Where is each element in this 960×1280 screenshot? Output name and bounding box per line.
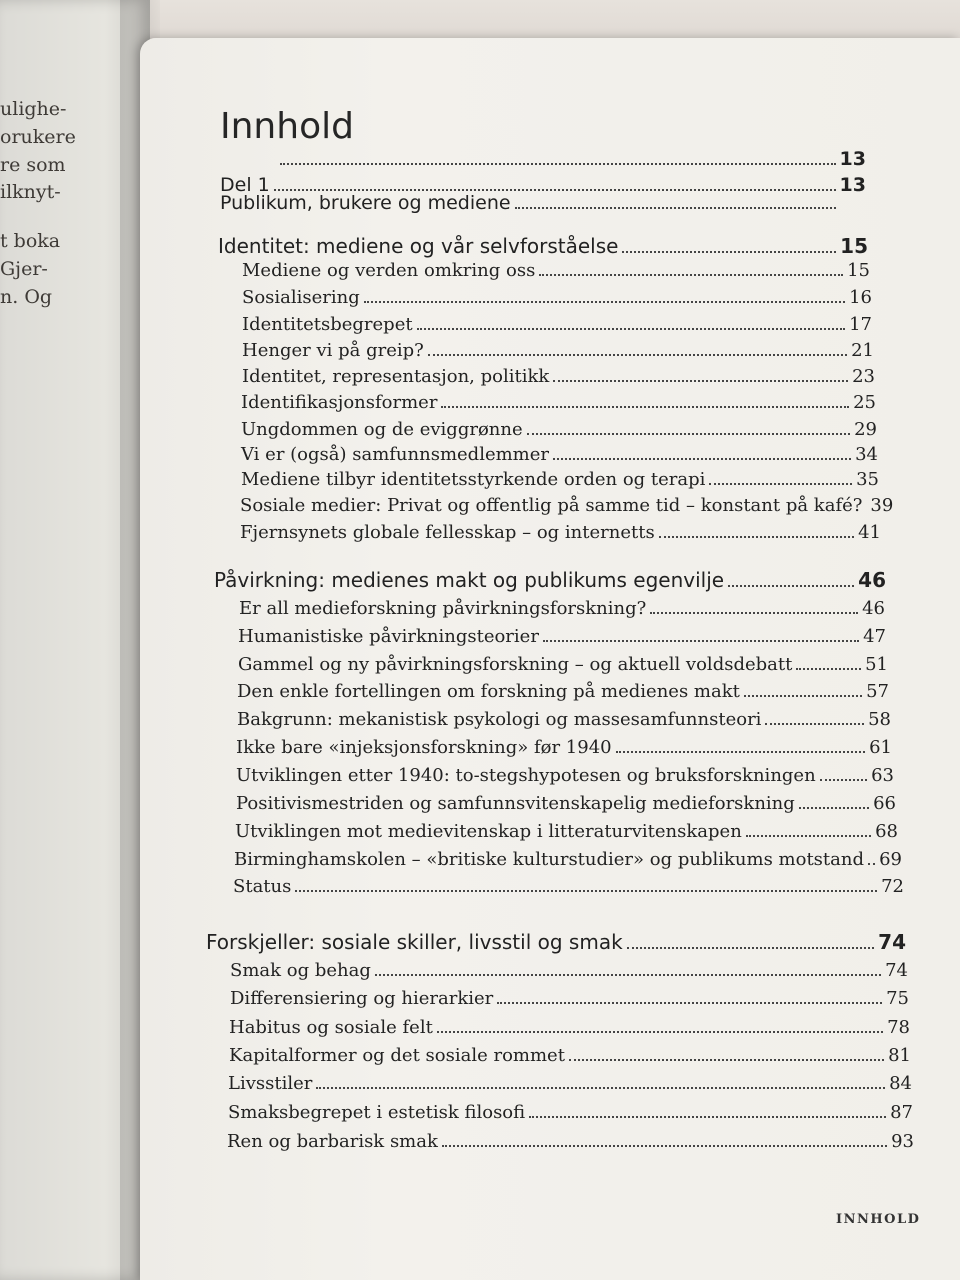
section-title: Sosiale medier: Privat og offentlig på samme tid – konstant på kafé?: [240, 495, 863, 516]
section-title: Mediene tilbyr identitetsstyrkende orden og terapi: [241, 469, 706, 490]
page-number: 13: [839, 148, 866, 170]
section-title: Ikke bare «injeksjonsforskning» før 1940: [236, 737, 612, 758]
toc-section: [227, 1131, 914, 1152]
section-title: Bakgrunn: mekanistisk psykologi og massesamfunnsteori: [237, 709, 762, 730]
toc-section: [230, 960, 908, 981]
section-title: Mediene og verden omkring oss: [242, 260, 536, 281]
toc-chapter: [214, 568, 886, 592]
dot-leader: [820, 778, 867, 781]
dot-leader: [437, 1030, 883, 1033]
dot-leader: [428, 353, 847, 356]
toc-section: [238, 654, 888, 675]
section-title: Habitus og sosiale felt: [229, 1017, 433, 1038]
section-title: Fjernsynets globale fellesskap – og internetts: [240, 522, 655, 543]
chapter-title: Påvirkning: medienes makt og publikums egenvilje: [214, 568, 725, 592]
page-number: 63: [871, 765, 894, 786]
page-number: 39: [870, 495, 894, 516]
section-title: Humanistiske påvirkningsteorier: [238, 626, 539, 647]
toc-chapter: [218, 234, 868, 258]
section-title: Utviklingen etter 1940: to-stegshypotesen og bruksforskningen: [236, 765, 816, 786]
dot-leader: [497, 1001, 882, 1004]
dot-leader: [616, 750, 865, 753]
dot-leader: [515, 206, 836, 209]
dot-leader: [274, 188, 836, 191]
dot-leader: [539, 273, 843, 276]
toc-section: [230, 988, 909, 1009]
dot-leader: [728, 584, 854, 587]
toc-section: [234, 849, 902, 870]
toc-section: [241, 419, 877, 440]
dot-leader: [650, 611, 858, 614]
dot-leader: [529, 1115, 886, 1118]
page-number: 84: [889, 1073, 912, 1094]
dot-leader: [569, 1058, 884, 1061]
dot-leader: [622, 250, 836, 253]
dot-leader: [746, 834, 871, 837]
section-title: Differensiering og hierarkier: [230, 988, 494, 1009]
page-number: 34: [855, 444, 878, 465]
dot-leader: [765, 722, 864, 725]
dot-leader: [441, 405, 849, 408]
toc-section: [236, 737, 892, 758]
toc-section: [242, 366, 875, 387]
page-number: 35: [856, 469, 879, 490]
toc-section: [229, 1017, 910, 1038]
page-number: 87: [890, 1102, 913, 1123]
page-number: 46: [858, 568, 886, 592]
page-number: 68: [875, 821, 898, 842]
page-number: 74: [885, 960, 908, 981]
toc-section: [237, 681, 889, 702]
left-page-line: ulighe-: [0, 98, 67, 120]
toc-section: [228, 1102, 913, 1123]
chapter-title: Forskjeller: sosiale skiller, livsstil og smak: [206, 930, 623, 954]
dot-leader: [316, 1086, 885, 1089]
toc-section: [241, 469, 879, 490]
section-title: Status: [233, 876, 292, 897]
toc-section: [238, 626, 886, 647]
page-number: 23: [852, 366, 875, 387]
section-title: Livsstiler: [228, 1073, 313, 1094]
toc-section: [237, 709, 891, 730]
toc-section: [242, 340, 874, 361]
toc-section: [242, 260, 870, 281]
page-number: 15: [847, 260, 870, 281]
section-title: Identitet, representasjon, politikk: [242, 366, 550, 387]
section-title: Henger vi på greip?: [242, 340, 424, 361]
page-number: 78: [887, 1017, 910, 1038]
page-number: 47: [863, 626, 886, 647]
toc-section: [235, 821, 898, 842]
part-label: Del 1: [220, 174, 270, 196]
page-number: 25: [853, 392, 876, 413]
dot-leader: [709, 482, 852, 485]
toc-section: [241, 392, 876, 413]
section-title: Ren og barbarisk smak: [227, 1131, 438, 1152]
page-number: 75: [886, 988, 909, 1009]
dot-leader: [442, 1144, 887, 1147]
running-footer: INNHOLD: [836, 1212, 921, 1227]
section-title: Ungdommen og de eviggrønne: [241, 419, 523, 440]
page-number: 51: [865, 654, 888, 675]
toc-section: [236, 765, 894, 786]
section-title: Den enkle fortellingen om forskning på medienes makt: [237, 681, 740, 702]
page-number: 66: [873, 793, 896, 814]
section-title: Kapitalformer og det sosiale rommet: [229, 1045, 565, 1066]
dot-leader: [799, 806, 869, 809]
dot-leader: [375, 973, 881, 976]
dot-leader: [553, 457, 851, 460]
dot-leader: [627, 946, 875, 949]
left-page-line: orukere: [0, 126, 76, 148]
page-number: 93: [891, 1131, 914, 1152]
toc-top-leader: [276, 148, 866, 170]
page-number: 69: [879, 849, 902, 870]
page-number: 16: [849, 287, 872, 308]
toc-section: [241, 444, 878, 465]
part-subtitle: Publikum, brukere og mediene: [220, 192, 511, 214]
page-number: 81: [888, 1045, 911, 1066]
page-number: 46: [862, 598, 885, 619]
left-page-line: n. Og: [0, 286, 53, 308]
page-number: 13: [839, 174, 866, 196]
dot-leader: [364, 300, 845, 303]
left-page-line: ilknyt-: [0, 181, 61, 203]
page-number: 15: [840, 234, 868, 258]
dot-leader: [417, 327, 846, 330]
page-number: 29: [854, 419, 877, 440]
dot-leader: [553, 379, 848, 382]
dot-leader: [280, 162, 836, 165]
toc-section: [242, 287, 872, 308]
toc-section: [228, 1073, 912, 1094]
section-title: Gammel og ny påvirkningsforskning – og aktuell voldsdebatt: [238, 654, 793, 675]
section-title: Sosialisering: [242, 287, 360, 308]
dot-leader: [295, 889, 877, 892]
section-title: Er all medieforskning påvirkningsforskning?: [239, 598, 647, 619]
section-title: Positivismestriden og samfunnsvitenskapelig medieforskning: [236, 793, 795, 814]
page-title: Innhold: [220, 106, 354, 147]
toc-chapter: [206, 930, 906, 954]
section-title: Smaksbegrepet i estetisk filosofi: [228, 1102, 526, 1123]
page-number: 61: [869, 737, 892, 758]
toc-section: [239, 598, 885, 619]
dot-leader: [868, 862, 875, 865]
section-title: Identifikasjonsformer: [241, 392, 438, 413]
left-page-line: re som: [0, 154, 66, 176]
chapter-title: Identitet: mediene og vår selvforståelse: [218, 234, 619, 258]
toc-section: [236, 793, 896, 814]
toc-section: [240, 495, 894, 516]
dot-leader: [543, 639, 859, 642]
page-number: 21: [851, 340, 874, 361]
toc-section: [242, 314, 872, 335]
page-number: 72: [881, 876, 904, 897]
toc-section: [240, 522, 881, 543]
section-title: Identitetsbegrepet: [242, 314, 413, 335]
toc-part-subtitle: [220, 192, 840, 214]
section-title: Smak og behag: [230, 960, 371, 981]
dot-leader: [744, 694, 862, 697]
toc-section: [229, 1045, 911, 1066]
section-title: Vi er (også) samfunnsmedlemmer: [241, 444, 549, 465]
left-page-line: Gjer-: [0, 258, 48, 280]
dot-leader: [796, 667, 861, 670]
dot-leader: [527, 432, 850, 435]
left-page-line: t boka: [0, 230, 61, 252]
page-number: 74: [878, 930, 906, 954]
page-number: 58: [868, 709, 891, 730]
section-title: Birminghamskolen – «britiske kulturstudier» og publikums motstand: [234, 849, 864, 870]
page-number: 17: [849, 314, 872, 335]
section-title: Utviklingen mot medievitenskap i litteraturvitenskapen: [235, 821, 742, 842]
dot-leader: [659, 535, 854, 538]
page-number: 41: [858, 522, 881, 543]
page-number: 57: [866, 681, 889, 702]
toc-section: [233, 876, 904, 897]
